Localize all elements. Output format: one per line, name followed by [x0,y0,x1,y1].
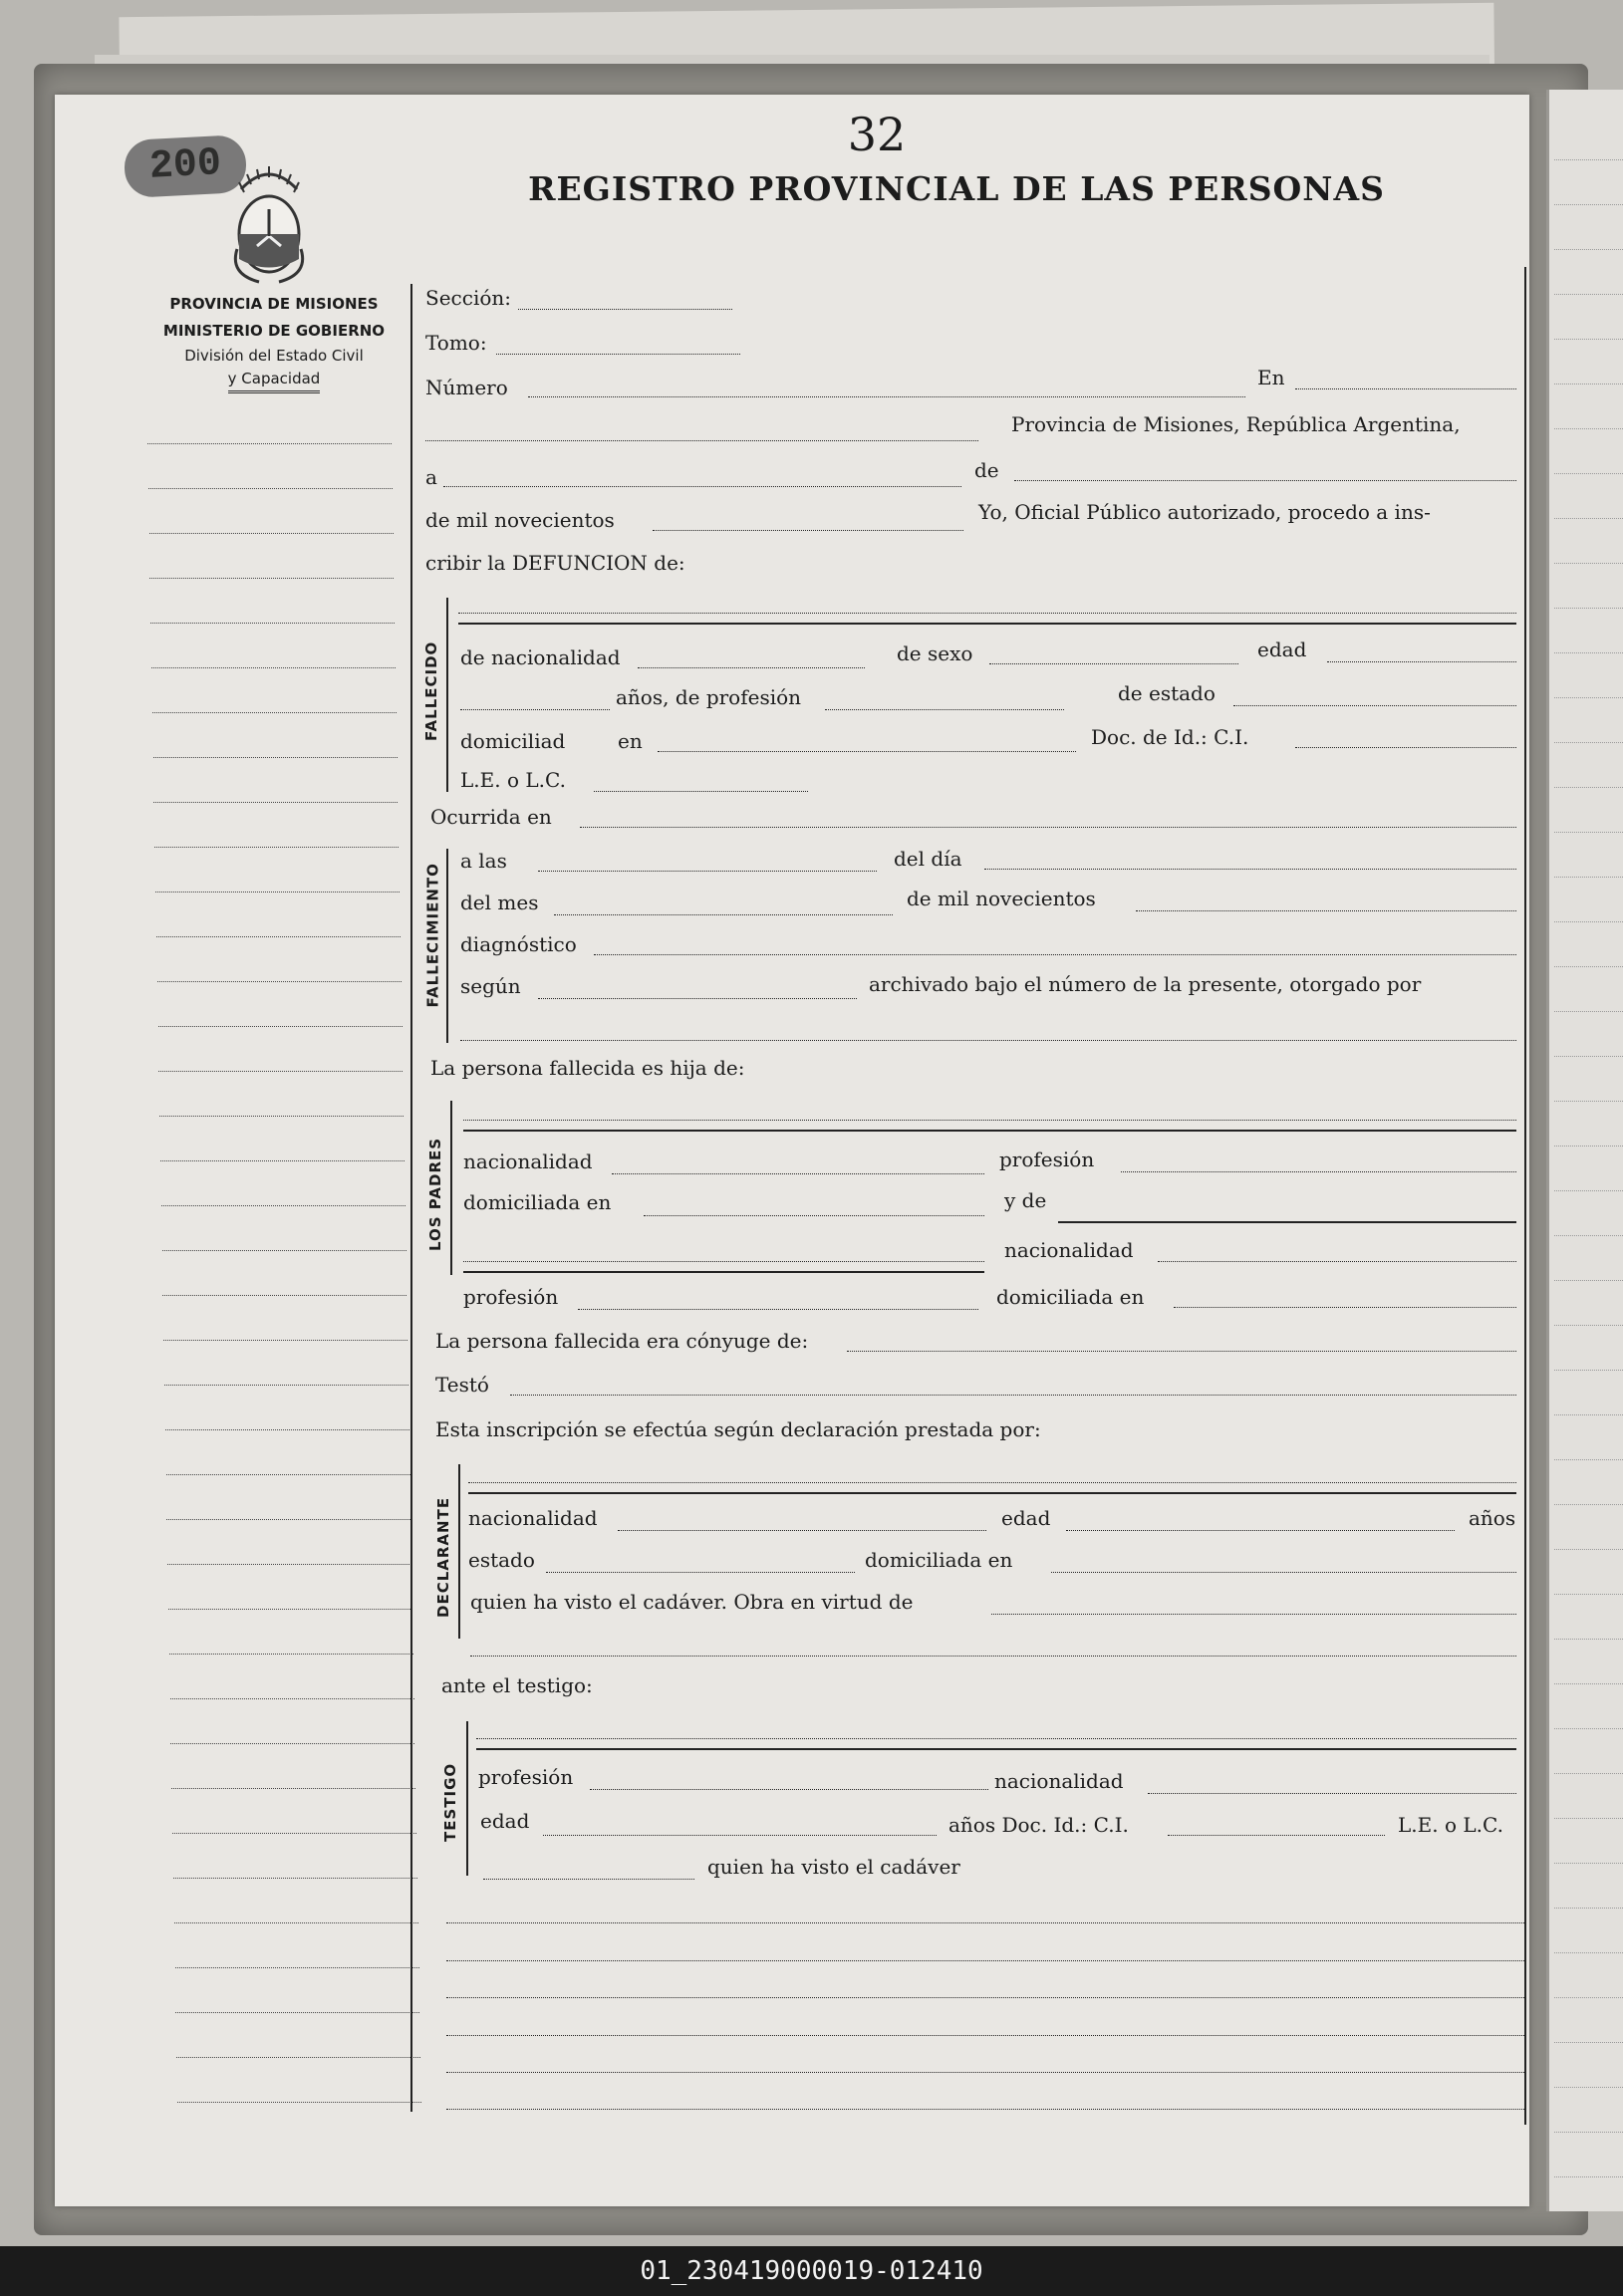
header-capacity: y Capacidad [228,368,321,393]
field-testigo-nacionalidad[interactable] [1148,1793,1516,1794]
right-page-line [1554,2176,1623,2177]
label-le-lc: L.E. o L.C. [460,768,566,792]
right-page-line [1554,1683,1623,1684]
margin-line [158,1026,403,1027]
notes-line-2[interactable] [446,1960,1524,1961]
label-madre-profesion: profesión [463,1285,559,1309]
right-page-line [1554,966,1623,967]
label-testo: Testó [435,1373,489,1397]
right-page-line [1554,1639,1623,1640]
testigo-rule [476,1748,1516,1750]
margin-line [175,1967,419,1968]
right-page-line [1554,1504,1623,1505]
field-seccion[interactable] [518,309,732,310]
field-madre-domicilio[interactable] [1174,1307,1516,1308]
margin-line [167,1564,411,1565]
field-nombre-declarante[interactable] [468,1482,1516,1483]
field-conyuge[interactable] [847,1351,1516,1352]
right-page-line [1554,1190,1623,1191]
page-stamp-number: 200 [124,134,248,198]
margin-line [154,847,399,848]
madre-rule [463,1271,984,1273]
field-testigo-edad[interactable] [543,1835,937,1836]
label-tomo: Tomo: [425,331,487,355]
margin-line [150,623,395,624]
label-seccion: Sección: [425,286,511,310]
field-madre-nombre[interactable] [1058,1221,1516,1223]
section-testigo: TESTIGO [441,1762,459,1842]
right-page-line [1554,1101,1623,1102]
label-inscribir: cribir la DEFUNCION de: [425,551,685,575]
fallecimiento-bracket [446,849,448,1043]
margin-line [163,1340,407,1341]
right-page-line [1554,608,1623,609]
margin-line [153,757,398,758]
right-page-line [1554,787,1623,788]
field-dia[interactable] [443,486,961,487]
label-testigo-anos-doc: años Doc. Id.: C.I. [948,1813,1129,1837]
field-otorgado-por[interactable] [460,1040,1516,1041]
margin-line [170,1698,414,1699]
label-y-de: y de [1004,1188,1047,1212]
right-page-line [1554,383,1623,384]
notes-line-6[interactable] [446,2109,1524,2110]
label-padre-domiciliada: domiciliada en [463,1190,612,1214]
issuer-header [135,291,413,393]
label-declarante-edad: edad [1001,1506,1051,1530]
right-page-line [1554,1818,1623,1819]
label-a: a [425,465,437,489]
label-de: de [974,458,999,482]
right-page-line [1554,921,1623,922]
notes-line-4[interactable] [446,2035,1524,2036]
right-page-line [1554,1908,1623,1909]
form-left-border [410,284,412,2112]
field-le-lc[interactable] [594,791,808,792]
label-padre-profesion: profesión [999,1148,1095,1171]
label-declarante-nacionalidad: nacionalidad [468,1506,598,1530]
right-page-line [1554,1056,1623,1057]
field-sexo[interactable] [989,663,1238,664]
right-page-line [1554,1863,1623,1864]
margin-line [162,1295,406,1296]
field-segun[interactable] [538,998,857,999]
field-domicilio[interactable] [658,751,1076,752]
label-declaracion: Esta inscripción se efectúa según declaración prestada por: [435,1417,1041,1441]
label-numero: Número [425,376,508,399]
field-obra-en-virtud-cont[interactable] [470,1656,1516,1657]
padres-bracket [450,1101,452,1275]
field-obra-en-virtud[interactable] [991,1614,1516,1615]
label-domicilio-en: en [618,729,643,753]
field-padre-profesion[interactable] [1121,1171,1516,1172]
right-page-line [1554,204,1623,205]
padres-rule [463,1130,1516,1132]
section-fallecido: FALLECIDO [422,640,440,741]
right-page-line [1554,697,1623,698]
field-padre-domicilio[interactable] [644,1215,984,1216]
field-anos[interactable] [460,709,610,710]
label-en: En [1257,366,1285,389]
declarante-rule [468,1492,1516,1494]
field-diagnostico[interactable] [594,954,1516,955]
field-declarante-nacionalidad[interactable] [618,1530,986,1531]
right-page-line [1554,1414,1623,1415]
label-ante-testigo: ante el testigo: [441,1673,593,1697]
right-page-edge [1546,90,1623,2211]
fallecido-rule [458,623,1516,625]
label-conyuge: La persona fallecida era cónyuge de: [435,1329,809,1353]
margin-line [166,1474,410,1475]
document-title: REGISTRO PROVINCIAL DE LAS PERSONAS [528,169,1385,208]
field-testigo-ci[interactable] [1168,1835,1385,1836]
label-quien-ha-visto: quien ha visto el cadáver. Obra en virtud de [470,1590,914,1614]
form-right-border [1524,267,1526,2125]
label-declarante-domiciliada: domiciliada en [865,1548,1013,1572]
label-de-mil: de mil novecientos [425,508,615,532]
margin-line [174,1922,418,1923]
testigo-bracket [466,1721,468,1876]
margin-line [159,1116,404,1117]
margin-line [158,1071,403,1072]
margin-line [161,1205,406,1206]
field-padre-nacionalidad[interactable] [612,1173,984,1174]
margin-line [148,488,393,489]
margin-line [166,1519,410,1520]
right-page-line [1554,1997,1623,1998]
right-page-line [1554,428,1623,429]
label-diagnostico: diagnóstico [460,932,577,956]
label-padre-nacionalidad: nacionalidad [463,1149,593,1173]
margin-line [149,533,394,534]
margin-line [156,936,401,937]
margin-line [171,1788,415,1789]
field-declarante-domicilio[interactable] [1051,1572,1516,1573]
label-nacionalidad: de nacionalidad [460,645,621,669]
margin-line [151,667,396,668]
margin-line [149,578,394,579]
field-en[interactable] [1295,388,1516,389]
margin-line [160,1160,405,1161]
right-page-line [1554,1235,1623,1236]
right-page-line [1554,339,1623,340]
field-declarante-edad[interactable] [1066,1530,1455,1531]
margin-line [153,802,398,803]
label-doc-id: Doc. de Id.: C.I. [1091,725,1249,749]
header-province: PROVINCIA DE MISIONES [169,295,379,313]
field-dia-fallecimiento[interactable] [984,869,1516,870]
right-page-line [1554,1728,1623,1729]
label-anos-profesion: años, de profesión [616,685,802,709]
form-page [55,95,1529,2206]
label-testigo-nacionalidad: nacionalidad [994,1769,1124,1793]
right-page-line [1554,249,1623,250]
label-edad: edad [1257,638,1307,661]
right-page-line [1554,2087,1623,2088]
right-page-line [1554,2042,1623,2043]
label-declarante-anos: años [1469,1506,1516,1530]
label-estado: de estado [1118,681,1216,705]
margin-line [177,2102,421,2103]
right-page-line [1554,159,1623,160]
field-lugar[interactable] [425,440,978,441]
label-sexo: de sexo [897,641,973,665]
page-number: 32 [847,108,907,161]
right-page-line [1554,1146,1623,1147]
margin-line [170,1743,414,1744]
field-hora[interactable] [538,871,877,872]
field-anio-fallecimiento[interactable] [1136,910,1516,911]
right-page-line [1554,1594,1623,1595]
field-madre-profesion[interactable] [578,1309,978,1310]
field-nombre-testigo[interactable] [476,1738,1516,1739]
field-mes[interactable] [1014,480,1516,481]
field-declarante-estado[interactable] [546,1572,855,1573]
right-page-line [1554,1459,1623,1460]
field-edad[interactable] [1327,661,1516,662]
label-madre-domiciliada: domiciliada en [996,1285,1145,1309]
field-testo[interactable] [510,1395,1516,1396]
right-page-line [1554,2132,1623,2133]
margin-line [168,1609,412,1610]
right-page-line [1554,294,1623,295]
margin-line [165,1429,409,1430]
declarante-bracket [458,1464,460,1639]
right-page-line [1554,1952,1623,1953]
right-page-line [1554,1280,1623,1281]
label-testigo-quien: quien ha visto el cadáver [707,1855,960,1879]
right-page-line [1554,563,1623,564]
header-division: División del Estado Civil [184,347,364,365]
margin-line [173,1878,417,1879]
fallecido-bracket [446,598,448,792]
notes-line-5[interactable] [446,2072,1524,2073]
notes-line-3[interactable] [446,1997,1524,1998]
field-tomo[interactable] [496,354,740,355]
label-testigo-profesion: profesión [478,1765,574,1789]
right-page-line [1554,1011,1623,1012]
margin-line [162,1250,406,1251]
field-testigo-le-lc[interactable] [483,1879,694,1880]
margin-line [169,1654,413,1655]
field-numero[interactable] [528,396,1245,397]
right-page-line [1554,1549,1623,1550]
header-ministry: MINISTERIO DE GOBIERNO [162,322,386,340]
field-ci[interactable] [1295,747,1516,748]
label-testigo-edad: edad [480,1809,530,1833]
field-madre-nacionalidad[interactable] [1158,1261,1516,1262]
field-madre-nombre-cont[interactable] [463,1261,984,1262]
margin-line [176,2057,420,2058]
right-page-line [1554,742,1623,743]
label-provincia: Provincia de Misiones, República Argentina, [1011,412,1461,436]
right-page-line [1554,877,1623,878]
label-hija-de: La persona fallecida es hija de: [430,1056,745,1080]
label-del-dia: del día [894,847,962,871]
right-page-line [1554,1325,1623,1326]
label-testigo-le-lc: L.E. o L.C. [1398,1813,1503,1837]
right-page-line [1554,473,1623,474]
field-ocurrida[interactable] [580,827,1516,828]
field-testigo-profesion[interactable] [590,1789,988,1790]
right-page-line [1554,1370,1623,1371]
label-a-las: a las [460,849,507,873]
field-nacionalidad[interactable] [638,667,865,668]
margin-line [164,1385,408,1386]
field-estado[interactable] [1233,705,1516,706]
margin-line [155,892,400,893]
section-los-padres: LOS PADRES [426,1137,444,1251]
right-page-line [1554,1773,1623,1774]
label-de-mil-fallecimiento: de mil novecientos [907,887,1096,910]
margin-line [147,443,392,444]
margin-line [175,2012,419,2013]
label-declarante-estado: estado [468,1548,535,1572]
label-madre-nacionalidad: nacionalidad [1004,1238,1134,1262]
field-mes-fallecimiento[interactable] [554,914,893,915]
field-nombre-fallecido[interactable] [458,613,1516,614]
section-fallecimiento: FALLECIMIENTO [423,863,442,1008]
label-del-mes: del mes [460,891,539,914]
label-ocurrida: Ocurrida en [430,805,552,829]
label-yo-oficial: Yo, Oficial Público autorizado, procedo a ins- [978,500,1431,524]
coat-of-arms-icon [229,164,309,289]
label-archivado: archivado bajo el número de la presente, otorgado por [869,972,1422,996]
margin-line [172,1833,416,1834]
label-domiciliado: domiciliad [460,729,566,753]
right-page-line [1554,652,1623,653]
notes-line-1[interactable] [446,1922,1524,1923]
archive-id-footer: 01_230419000019-012410 [640,2256,983,2286]
right-page-line [1554,518,1623,519]
label-segun: según [460,974,521,998]
field-profesion[interactable] [825,709,1064,710]
field-anio[interactable] [653,530,963,531]
right-page-line [1554,832,1623,833]
section-declarante: DECLARANTE [434,1496,452,1618]
margin-line [157,981,402,982]
margin-line [152,712,397,713]
field-nombre-padre[interactable] [463,1120,1516,1121]
